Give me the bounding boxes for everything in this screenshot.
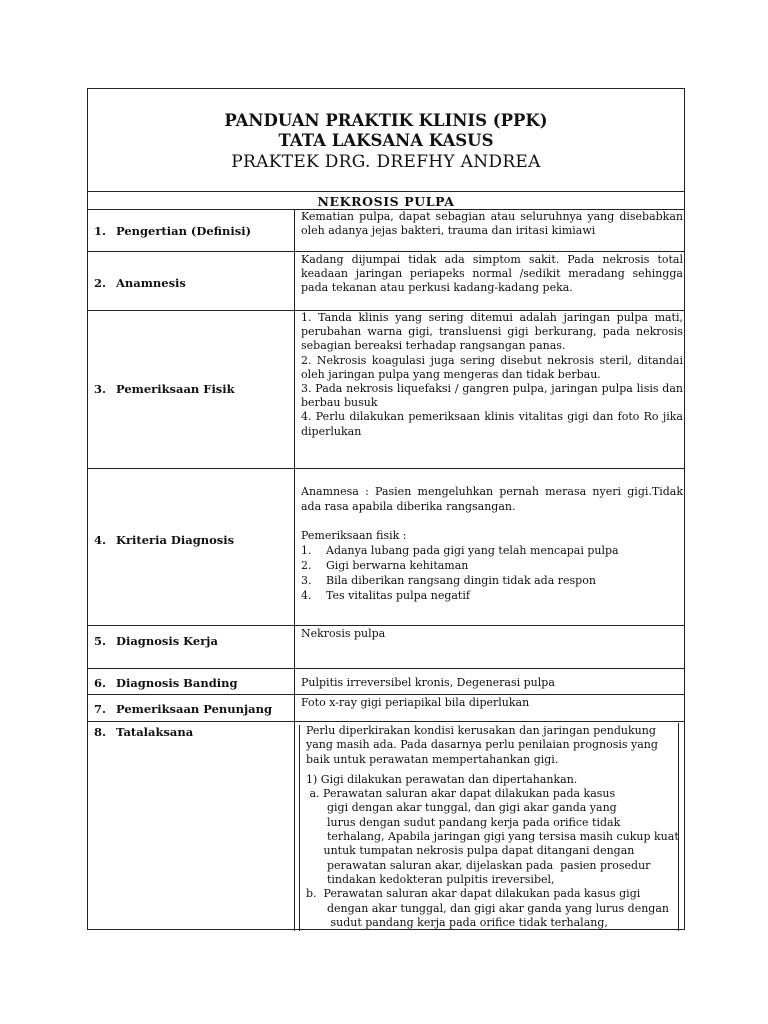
- list-item: 1) Gigi dilakukan perawatan dan dipertahankan.: [306, 772, 578, 786]
- row-label-tatalaksana: 8. Tatalaksana: [94, 725, 194, 739]
- row-content-diagnosis-kerja: Nekrosis pulpa: [301, 627, 386, 640]
- list-item: b. Perawatan saluran akar dapat dilakukan pada kasus gigi: [306, 887, 641, 901]
- row-content-diagnosis-banding: Pulpitis irreversibel kronis, Degenerasi pulpa: [301, 676, 555, 689]
- row-divider: [88, 694, 684, 695]
- row-divider: [88, 251, 684, 252]
- document-header: [88, 89, 684, 191]
- list-item: 3. Pada nekrosis liquefaksi / gangren pulpa, jaringan pulpa lisis dan berbau busuk: [301, 382, 683, 410]
- divider: [88, 191, 684, 192]
- inner-border-left: [299, 725, 300, 931]
- fisik-list: [301, 543, 683, 603]
- list-item: a. Perawatan saluran akar dapat dilakukan pada kasus: [306, 787, 616, 801]
- list-item: 2. Nekrosis koagulasi juga sering disebut nekrosis steril, ditandai oleh jaringan pulpa yang mengeras dan tidak berbau.: [301, 353, 683, 381]
- row-content-pemeriksaan-penunjang: Foto x-ray gigi periapikal bila diperlukan: [301, 696, 530, 709]
- row-label-pemeriksaan-penunjang: 7. Pemeriksaan Penunjang: [94, 702, 273, 716]
- list-item: 1. Tanda klinis yang sering ditemui adalah jaringan pulpa mati, perubahan warna gigi, transluensi gigi berkurang, pada nekrosis sebagian bereaksi terhadap rangsangan panas.: [301, 311, 683, 353]
- row-divider: [88, 668, 684, 669]
- list-item: terhalang, Apabila jaringan gigi yang tersisa masih cukup kuat: [306, 830, 679, 844]
- header-title-2: TATA LAKSANA KASUS: [278, 131, 494, 150]
- list-item: 4. Perlu dilakukan pemeriksaan klinis vitalitas gigi dan foto Ro jika diperlukan: [301, 410, 683, 438]
- list-item: 4. Tes vitalitas pulpa negatif: [301, 589, 470, 602]
- row-content-tatalaksana: [306, 724, 690, 930]
- row-content-definisi: Kematian pulpa, dapat sebagian atau seluruhnya yang disebabkan oleh adanya jejas bakteri, trauma dan iritasi kimiawi: [301, 210, 683, 238]
- list-item: dengan akar tunggal, dan gigi akar ganda yang lurus dengan: [306, 901, 669, 915]
- column-divider: [294, 209, 295, 931]
- row-divider: [88, 625, 684, 626]
- list-item: lurus dengan sudut pandang kerja pada orifice tidak: [306, 815, 621, 829]
- row-content-anamnesis: Kadang dijumpai tidak ada simptom sakit. Pada nekrosis total keadaan jaringan periapeks normal /sedikit meradang sehingga pada tekanan atau perkusi kadang-kadang peka.: [301, 253, 683, 295]
- row-label-definisi: 1. Pengertian (Definisi): [94, 224, 252, 238]
- header-title-1: PANDUAN PRAKTIK KLINIS (PPK): [224, 111, 548, 130]
- list-item: sudut pandang kerja pada orifice tidak terhalang,: [306, 915, 608, 929]
- row-content-kriteria-diagnosis: [301, 484, 683, 624]
- header-title-3: PRAKTEK DRG. DREFHY ANDREA: [231, 152, 541, 172]
- ppk-document: [87, 88, 685, 930]
- list-item: 1. Adanya lubang pada gigi yang telah mencapai pulpa: [301, 544, 619, 557]
- section-title: NEKROSIS PULPA: [317, 194, 455, 209]
- row-label-diagnosis-banding: 6. Diagnosis Banding: [94, 676, 238, 690]
- anamnesa-text: Anamnesa : Pasien mengeluhkan pernah merasa nyeri gigi.Tidak ada rasa apabila diberika rangsangan.: [301, 485, 683, 513]
- list-item: perawatan saluran akar, dijelaskan pada pasien prosedur: [306, 858, 651, 872]
- list-item: 3. Bila diberikan rangsang dingin tidak ada respon: [301, 574, 596, 587]
- list-item: gigi dengan akar tunggal, dan gigi akar ganda yang: [306, 801, 617, 815]
- tatalaksana-intro: Perlu diperkirakan kondisi kerusakan dan jaringan pendukung yang masih ada. Pada dasarnya perlu penilaian prognosis yang baik untuk perawatan mempertahankan gigi.: [306, 724, 658, 766]
- row-label-kriteria-diagnosis: 4. Kriteria Diagnosis: [94, 533, 235, 547]
- row-label-pemeriksaan-fisik: 3. Pemeriksaan Fisik: [94, 382, 235, 396]
- fisik-title: Pemeriksaan fisik :: [301, 529, 407, 542]
- row-label-diagnosis-kerja: 5. Diagnosis Kerja: [94, 634, 218, 648]
- list-item: 2. Gigi berwarna kehitaman: [301, 559, 469, 572]
- list-item: tindakan kedokteran pulpitis ireversibel,: [306, 872, 555, 886]
- row-label-anamnesis: 2. Anamnesis: [94, 276, 186, 290]
- row-divider: [88, 468, 684, 469]
- row-content-pemeriksaan-fisik: [301, 311, 683, 467]
- list-item: untuk tumpatan nekrosis pulpa dapat ditangani dengan: [306, 844, 635, 858]
- row-divider: [88, 721, 684, 722]
